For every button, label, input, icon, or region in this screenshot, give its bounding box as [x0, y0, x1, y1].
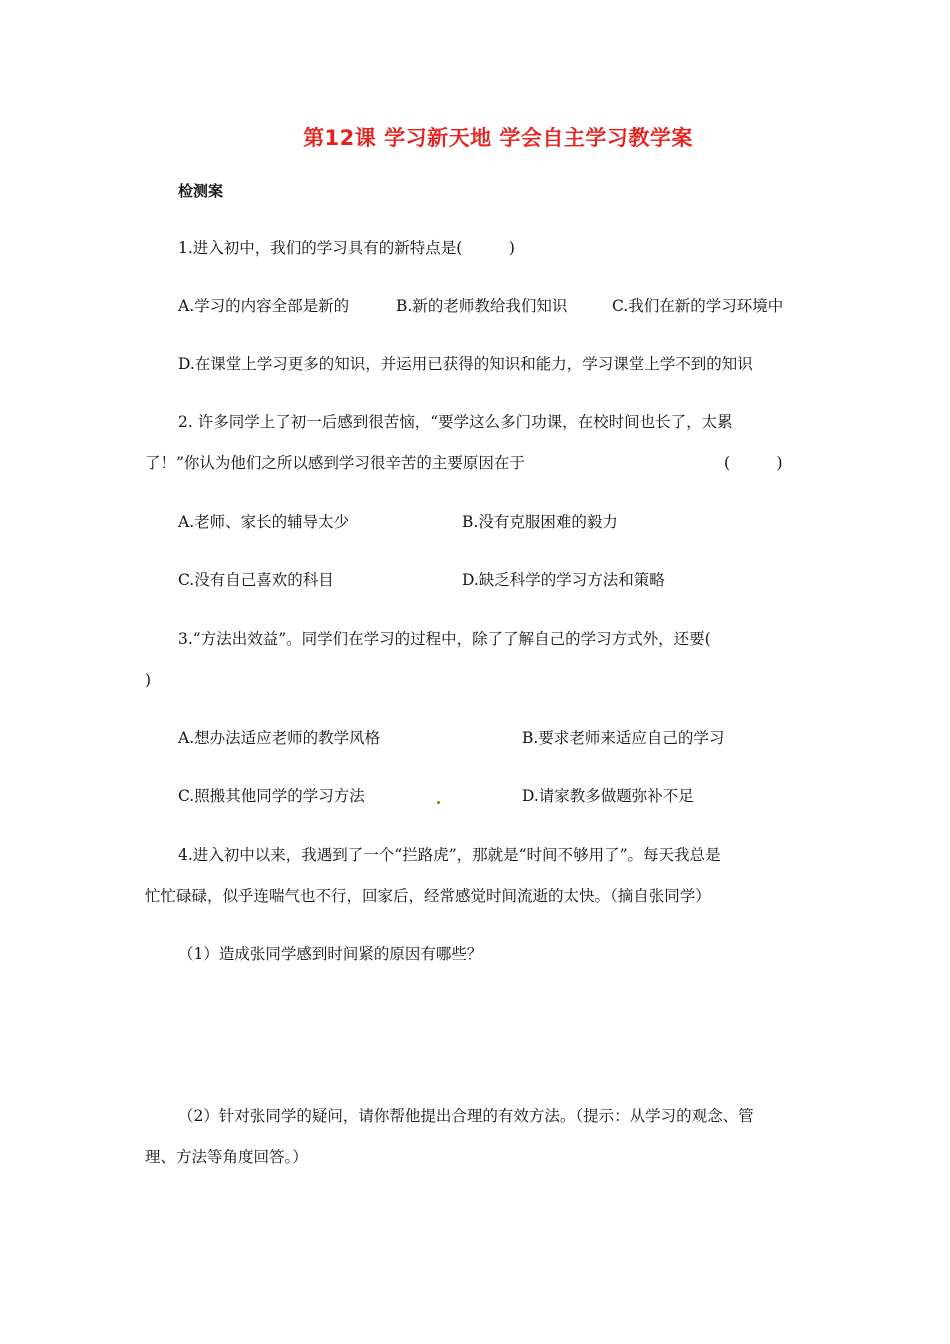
q1-option-a: A.学习的内容全部是新的: [178, 297, 350, 315]
q4-subquestion-2-line2: 理、方法等角度回答。）: [145, 1148, 308, 1166]
page-title: 第12课 学习新天地 学会自主学习教学案: [303, 126, 693, 150]
q2-option-d: D.缺乏科学的学习方法和策略: [462, 571, 665, 589]
q4-subquestion-2-line1: （2）针对张同学的疑问，请你帮他提出合理的有效方法。（提示：从学习的观念、管: [178, 1107, 754, 1125]
q3-stem-line2: ): [145, 671, 152, 689]
stray-mark: [437, 801, 440, 804]
q4-subquestion-1: （1）造成张同学感到时间紧的原因有哪些？: [178, 945, 483, 963]
q3-option-c: C.照搬其他同学的学习方法: [178, 787, 365, 805]
q1-option-d: D.在课堂上学习更多的知识，并运用已获得的知识和能力，学习课堂上学不到的知识: [178, 355, 753, 373]
q3-option-b: B.要求老师来适应自己的学习: [522, 729, 725, 747]
q2-stem-line1: 2. 许多同学上了初一后感到很苦恼，“要学这么多门功课，在校时间也长了，太累: [178, 413, 733, 431]
section-heading: 检测案: [178, 182, 224, 200]
q3-stem-line1: 3.“方法出效益”。同学们在学习的过程中，除了了解自己的学习方式外，还要(: [178, 630, 711, 648]
q1-option-c: C.我们在新的学习环境中: [612, 297, 784, 315]
q1-stem: 1.进入初中，我们的学习具有的新特点是( ): [178, 239, 515, 257]
q2-option-c: C.没有自己喜欢的科目: [178, 571, 334, 589]
q4-stem-line2: 忙忙碌碌，似乎连喘气也不行，回家后，经常感觉时间流逝的太快。（摘自张同学）: [145, 887, 711, 905]
q2-stem-line2: 了！”你认为他们之所以感到学习很辛苦的主要原因在于: [145, 454, 525, 472]
q2-option-b: B.没有克服困难的毅力: [462, 513, 618, 531]
q4-stem-line1: 4.进入初中以来，我遇到了一个“拦路虎”，那就是“时间不够用了”。每天我总是: [178, 846, 721, 864]
q1-option-b: B.新的老师教给我们知识: [396, 297, 568, 315]
q3-option-a: A.想办法适应老师的教学风格: [178, 729, 381, 747]
q3-option-d: D.请家教多做题弥补不足: [522, 787, 694, 805]
q2-answer-paren: ( ): [724, 454, 783, 472]
q2-option-a: A.老师、家长的辅导太少: [178, 513, 350, 531]
